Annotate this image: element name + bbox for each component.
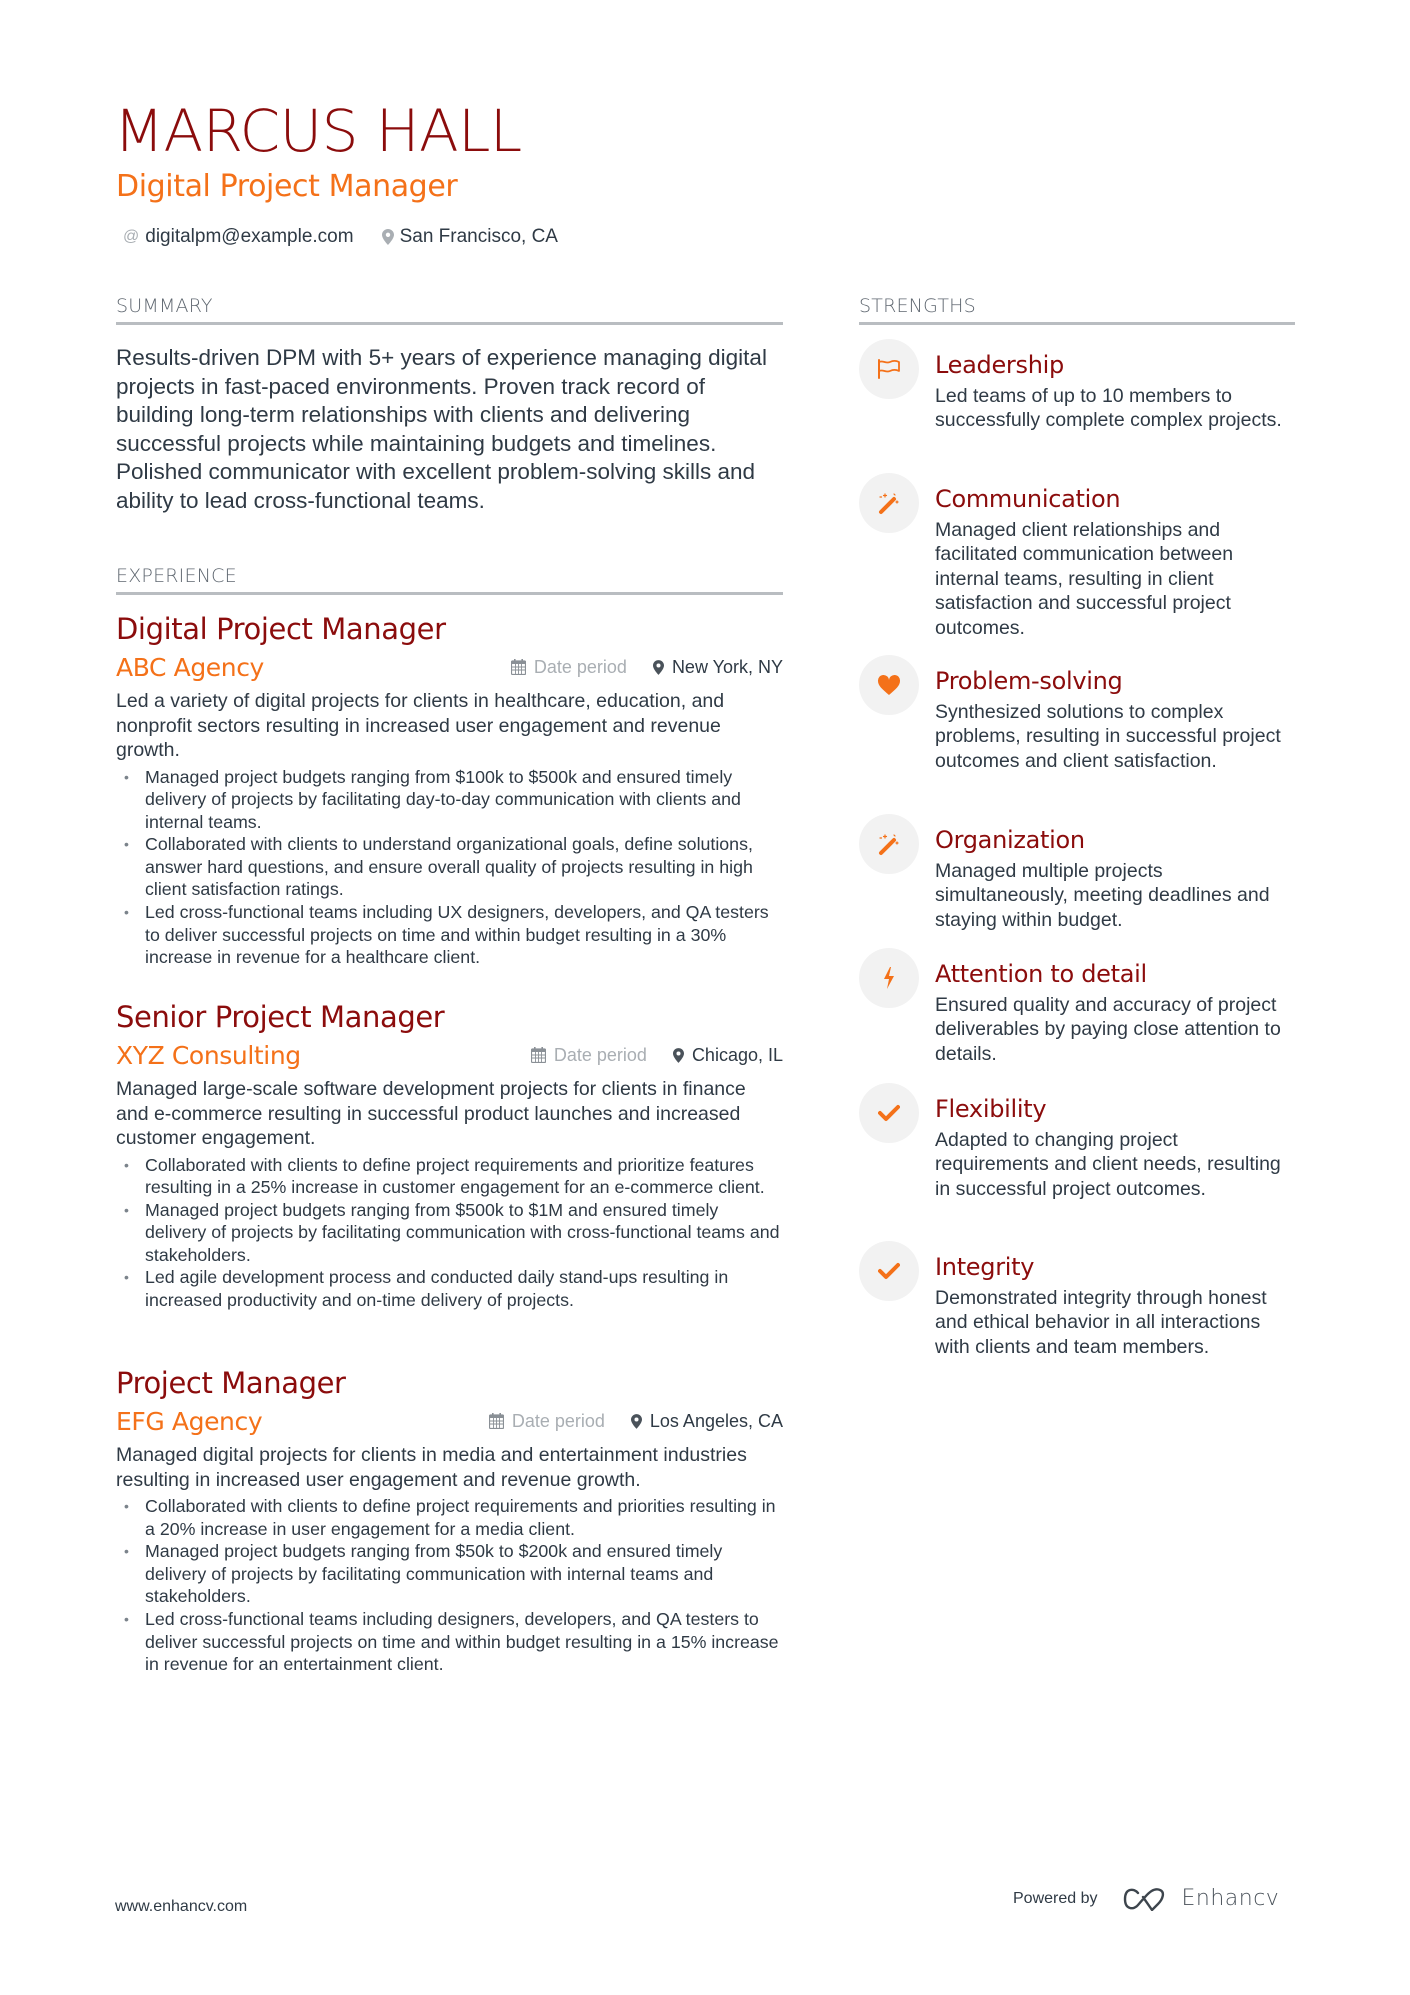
brand-logo (1122, 1886, 1280, 1911)
strength-title: Leadership (935, 351, 1064, 379)
strength-title: Organization (935, 826, 1085, 854)
strength-description: Adapted to changing project requirements and client needs, resulting in successful project outcomes. (935, 1129, 1281, 1200)
job-title: Senior Project Manager (116, 1000, 445, 1034)
date-period: Date period (533, 656, 627, 677)
email-text: digitalpm@example.com (145, 226, 354, 247)
strength-description: Ensured quality and accuracy of project deliverables by paying close attention to details. (935, 994, 1281, 1065)
strength-item (859, 960, 1295, 1066)
flag-icon (859, 339, 919, 399)
location-text: San Francisco, CA (399, 226, 558, 247)
strength-title: Problem-solving (935, 667, 1123, 695)
job-entry (116, 1365, 783, 1676)
company-name: ABC Agency (116, 652, 264, 682)
strengths-heading: STRENGTHS (859, 295, 1295, 325)
location-pin-icon (653, 660, 664, 675)
bullet-item: • Led agile development process and conducted daily stand-ups resulting in increased productivity and on-time delivery of projects. (116, 1266, 783, 1311)
job-entry (116, 611, 783, 969)
location-pin-icon (382, 229, 394, 245)
job-location: Chicago, IL (691, 1044, 783, 1065)
job-entry (116, 999, 783, 1312)
contact-location (382, 224, 558, 250)
strength-item (859, 351, 1295, 433)
magic-wand-icon (859, 814, 919, 874)
brand-name: Enhancv (1181, 1886, 1280, 1911)
summary-section (116, 295, 783, 516)
strength-description: Managed client relationships and facilitated communication between internal teams, resulting in client satisfaction and successful project outcomes. (935, 519, 1234, 639)
bullet-item: • Led cross-functional teams including designers, developers, and QA testers to deliver successful projects on time and within budget resulting in a 15% increase in revenue for an entertainment client. (116, 1608, 783, 1676)
checkmark-icon (859, 1241, 919, 1301)
job-location: Los Angeles, CA (649, 1410, 783, 1431)
bullet-item: • Managed project budgets ranging from $100k to $500k and ensured timely delivery of projects by facilitating day-to-day communication with clients and internal teams. (116, 766, 783, 834)
job-bullets (116, 1495, 783, 1676)
experience-heading: EXPERIENCE (116, 565, 783, 595)
website-link[interactable]: www.enhancv.com (115, 1898, 248, 1915)
contact-email[interactable] (123, 224, 354, 250)
job-title: Project Manager (116, 1366, 346, 1400)
summary-heading: SUMMARY (116, 295, 783, 325)
calendar-icon (511, 659, 526, 675)
strengths-section (859, 295, 1295, 1395)
job-description: Managed large-scale software development projects for clients in finance and e-commerce resulting in successful product launches and increased customer engagement. (116, 1078, 746, 1149)
candidate-name: MARCUS HALL (114, 97, 522, 165)
at-icon: @ (123, 228, 140, 245)
strength-title: Communication (935, 485, 1121, 513)
strength-item (859, 667, 1295, 773)
bullet-item: • Collaborated with clients to define project requirements and prioritize features resulting in a 25% increase in customer engagement for an e-commerce client. (116, 1154, 783, 1199)
bullet-item: • Managed project budgets ranging from $50k to $200k and ensured timely delivery of projects by facilitating communication with internal teams and stakeholders. (116, 1540, 783, 1608)
job-location: New York, NY (671, 656, 783, 677)
bullet-item: • Managed project budgets ranging from $500k to $1M and ensured timely delivery of projects by facilitating communication with cross-functional teams and stakeholders. (116, 1199, 783, 1267)
date-period: Date period (511, 1410, 605, 1431)
strength-item (859, 1095, 1295, 1201)
strength-item (859, 826, 1295, 932)
job-description: Led a variety of digital projects for clients in healthcare, education, and nonprofit sectors resulting in increased user engagement and revenue growth. (116, 690, 725, 761)
strength-title: Flexibility (935, 1095, 1047, 1123)
strength-item (859, 1253, 1295, 1359)
calendar-icon (531, 1047, 546, 1063)
company-name: EFG Agency (116, 1406, 263, 1436)
strength-title: Integrity (935, 1253, 1035, 1281)
strength-item (859, 485, 1295, 640)
checkmark-icon (859, 1083, 919, 1143)
location-pin-icon (631, 1414, 642, 1429)
job-title: Digital Project Manager (116, 612, 446, 646)
enhancv-logo-icon (1122, 1887, 1168, 1911)
strength-title: Attention to detail (935, 960, 1147, 988)
bullet-item: • Led cross-functional teams including UX designers, developers, and QA testers to deliver successful projects on time and within budget resulting in a 30% increase in revenue for a healthcare client. (116, 901, 783, 969)
powered-by-label: Powered by (1013, 1889, 1098, 1907)
location-pin-icon (673, 1048, 684, 1063)
heart-icon (859, 655, 919, 715)
strength-description: Demonstrated integrity through honest and ethical behavior in all interactions with clients and team members. (935, 1287, 1267, 1358)
candidate-title: Digital Project Manager (116, 169, 458, 204)
contact-info (123, 224, 558, 250)
lightning-bolt-icon (859, 948, 919, 1008)
strength-description: Managed multiple projects simultaneously, meeting deadlines and staying within budget. (935, 860, 1270, 931)
summary-text: Results-driven DPM with 5+ years of experience managing digital projects in fast-paced environments. Proven track record of building long-term relationships with clients and delivering successful projects while maintaining budgets and timelines. Polished communicator with excellent problem-solving skills and ability to lead cross-functional teams. (116, 345, 767, 513)
bullet-item: • Collaborated with clients to define project requirements and priorities resulting in a 20% increase in user engagement for a media client. (116, 1495, 783, 1540)
magic-wand-icon (859, 473, 919, 533)
date-period: Date period (553, 1044, 647, 1065)
strength-description: Led teams of up to 10 members to successfully complete complex projects. (935, 385, 1282, 432)
company-name: XYZ Consulting (116, 1040, 301, 1070)
job-description: Managed digital projects for clients in media and entertainment industries resulting in increased user engagement and revenue growth. (116, 1444, 747, 1491)
powered-by-badge[interactable] (1013, 1886, 1279, 1911)
bullet-item: • Collaborated with clients to understand organizational goals, define solutions, answer hard questions, and ensure overall quality of projects resulting in high client satisfaction ratings. (116, 833, 783, 901)
strength-description: Synthesized solutions to complex problems, resulting in successful project outcomes and client satisfaction. (935, 701, 1281, 772)
job-bullets (116, 1154, 783, 1312)
calendar-icon (489, 1413, 504, 1429)
experience-section (116, 565, 783, 1765)
job-bullets (116, 766, 783, 969)
